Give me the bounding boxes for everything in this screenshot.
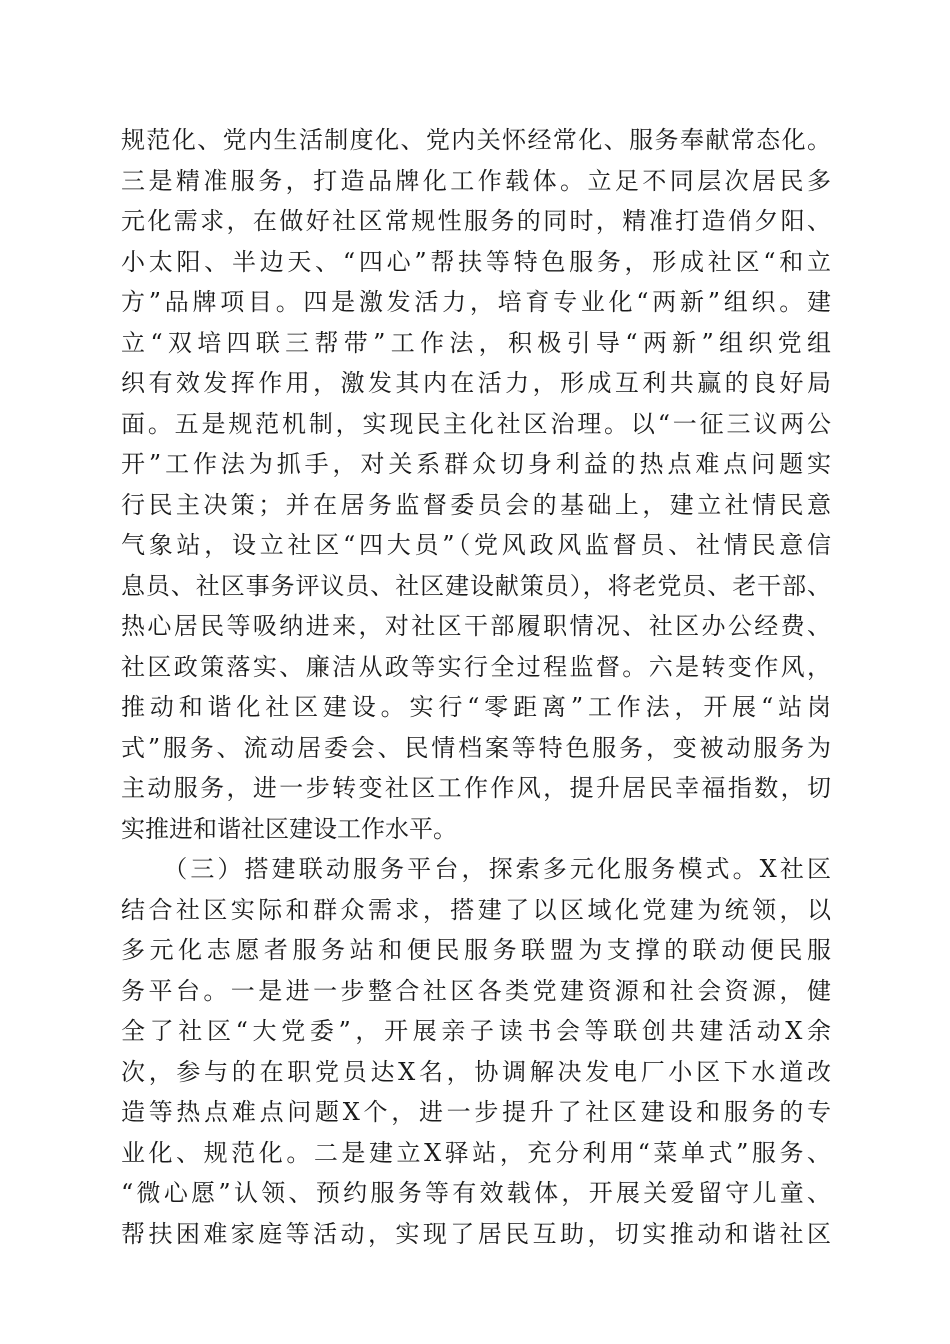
text-line: 面。五是规范机制，实现民主化社区治理。以“一征三议两公 — [121, 409, 831, 438]
text-line: 结合社区实际和群众需求，搭建了以区域化党建为统领，以 — [121, 895, 831, 924]
text-line: 式”服务、流动居委会、民情档案等特色服务，变被动服务为 — [121, 733, 831, 762]
text-line: 元化需求，在做好社区常规性服务的同时，精准打造俏夕阳、 — [121, 207, 831, 235]
text-line: 织有效发挥作用，激发其内在活力，形成互利共赢的良好局 — [121, 369, 831, 397]
text-line: 务平台。一是进一步整合社区各类党建资源和社会资源，健 — [121, 976, 831, 1005]
section-heading-line: （三）搭建联动服务平台，探索多元化服务模式。X社区 — [121, 855, 831, 883]
text-line: 三是精准服务，打造品牌化工作载体。立足不同层次居民多 — [121, 166, 831, 195]
text-line: 全了社区“大党委”，开展亲子读书会等联创共建活动X余 — [121, 1017, 831, 1045]
text-line: 社区政策落实、廉洁从政等实行全过程监督。六是转变作风， — [121, 652, 831, 681]
text-line: 热心居民等吸纳进来，对社区干部履职情况、社区办公经费、 — [121, 612, 831, 640]
text-line: 气象站，设立社区“四大员”（党风政风监督员、社情民意信 — [121, 531, 831, 559]
text-line: 次，参与的在职党员达X名，协调解决发电厂小区下水道改 — [121, 1057, 831, 1086]
text-line: 推动和谐化社区建设。实行“零距离”工作法，开展“站岗 — [121, 693, 831, 721]
text-line: 规范化、党内生活制度化、党内关怀经常化、服务奉献常态化。 — [121, 126, 831, 154]
text-line: 小太阳、半边天、“四心”帮扶等特色服务，形成社区“和立 — [121, 247, 831, 276]
text-line: 开”工作法为抓手，对关系群众切身利益的热点难点问题实 — [121, 450, 831, 478]
body-text — [121, 120, 831, 1254]
text-line: “微心愿”认领、预约服务等有效载体，开展关爱留守儿童、 — [121, 1179, 831, 1207]
text-line: 息员、社区事务评议员、社区建设献策员），将老党员、老干部、 — [121, 571, 831, 600]
text-line: 立“双培四联三帮带”工作法，积极引导“两新”组织党组 — [121, 328, 831, 357]
text-line: 帮扶困难家庭等活动，实现了居民互助，切实推动和谐社区 — [121, 1219, 831, 1248]
text-line: 方”品牌项目。四是激发活力，培育专业化“两新”组织。建 — [121, 288, 831, 316]
paragraph-end-line: 实推进和谐社区建设工作水平。 — [121, 814, 457, 843]
text-line: 主动服务，进一步转变社区工作作风，提升居民幸福指数，切 — [121, 774, 831, 802]
text-line: 造等热点难点问题X个，进一步提升了社区建设和服务的专 — [121, 1098, 831, 1126]
text-line: 行民主决策；并在居务监督委员会的基础上，建立社情民意 — [121, 490, 831, 519]
text-line: 业化、规范化。二是建立X驿站，充分利用“菜单式”服务、 — [121, 1138, 831, 1167]
text-line: 多元化志愿者服务站和便民服务联盟为支撑的联动便民服 — [121, 936, 831, 964]
